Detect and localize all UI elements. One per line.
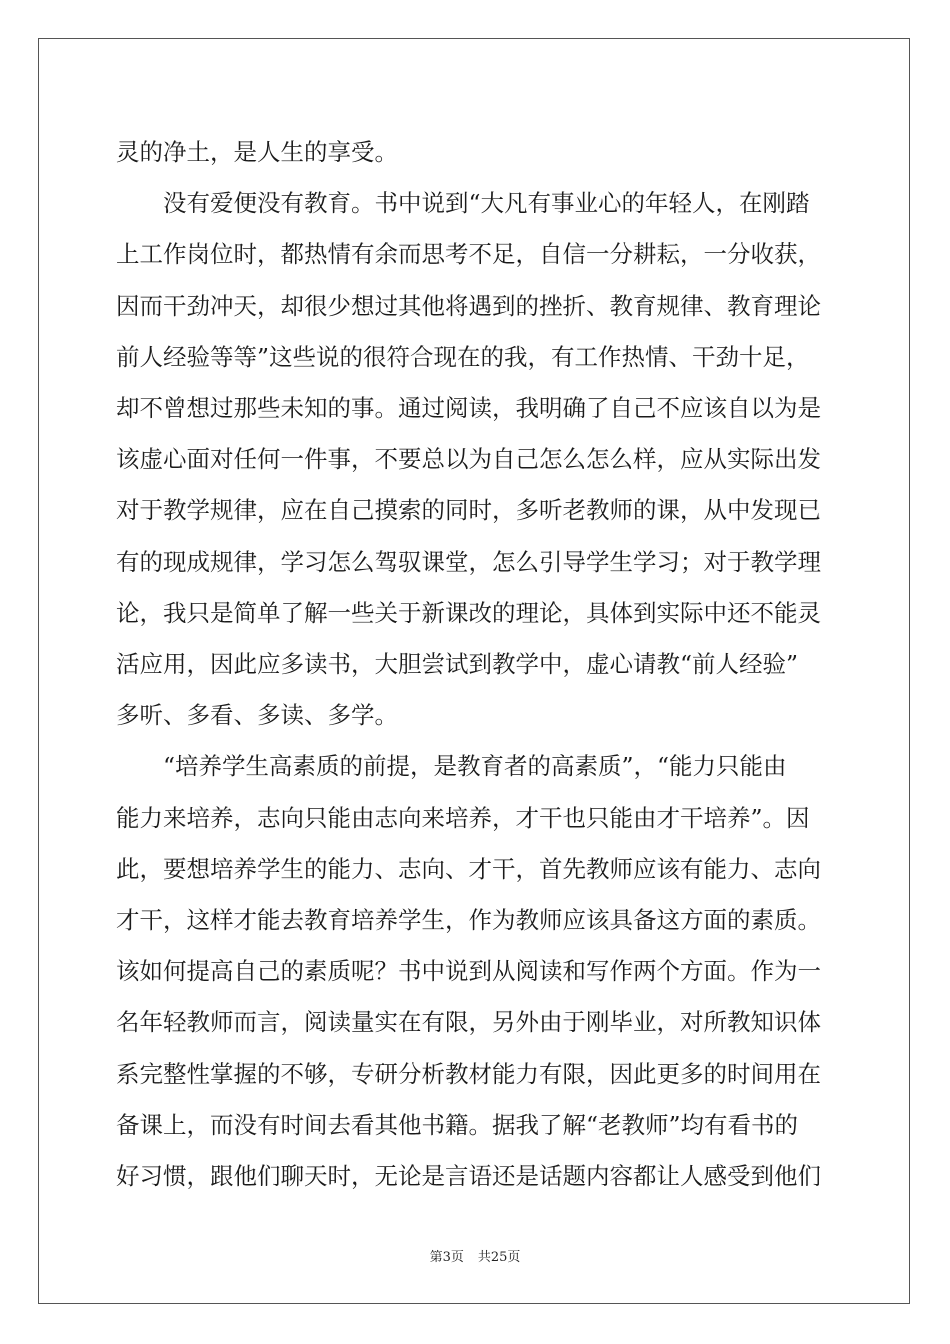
total-pages: 共25页 [477,1250,521,1265]
text-line: 系完整性掌握的不够，专研分析教材能力有限，因此更多的时间用在 [116,1060,821,1088]
text-line: 前人经验等等”这些说的很符合现在的我，有工作热情、干劲十足， [116,343,810,371]
text-line: 该虚心面对任何一件事，不要总以为自己怎么怎么样，应从实际出发 [116,445,821,473]
text-line: 才干，这样才能去教育培养学生，作为教师应该具备这方面的素质。 [116,906,821,934]
text-line: 上工作岗位时，都热情有余而思考不足，自信一分耕耘，一分收获， [116,240,821,268]
text-line: 灵的净土，是人生的享受。 [116,138,398,166]
text-line: 对于教学规律，应在自己摸索的同时，多听老教师的课，从中发现已 [116,496,821,524]
text-line: “培养学生高素质的前提，是教育者的高素质”，“能力只能由 [116,752,787,780]
text-line: 有的现成规律，学习怎么驾驭课堂，怎么引导学生学习；对于教学理 [116,548,821,576]
text-line: 因而干劲冲天，却很少想过其他将遇到的挫折、教育规律、教育理论 [116,292,821,320]
text-line: 能力来培养，志向只能由志向来培养，才干也只能由才干培养”。因 [116,804,810,832]
text-line: 好习惯，跟他们聊天时，无论是言语还是话题内容都让人感受到他们 [116,1162,821,1190]
page-number: 第3页 [429,1250,464,1265]
text-line: 此，要想培养学生的能力、志向、才干，首先教师应该有能力、志向 [116,855,821,883]
text-line: 备课上，而没有时间去看其他书籍。据我了解“老教师”均有看书的 [116,1111,799,1139]
text-line: 活应用，因此应多读书，大胆尝试到教学中，虚心请教“前人经验” [116,650,799,678]
text-line: 论，我只是简单了解一些关于新课改的理论，具体到实际中还不能灵 [116,599,821,627]
text-line: 名年轻教师而言，阅读量实在有限，另外由于刚毕业，对所教知识体 [116,1008,821,1036]
page-footer [0,1246,950,1265]
text-line: 没有爱便没有教育。书中说到“大凡有事业心的年轻人，在刚踏 [116,189,810,217]
text-line: 多听、多看、多读、多学。 [116,701,398,729]
text-line: 该如何提高自己的素质呢？书中说到从阅读和写作两个方面。作为一 [116,957,821,985]
text-line: 却不曾想过那些未知的事。通过阅读，我明确了自己不应该自以为是 [116,394,821,422]
